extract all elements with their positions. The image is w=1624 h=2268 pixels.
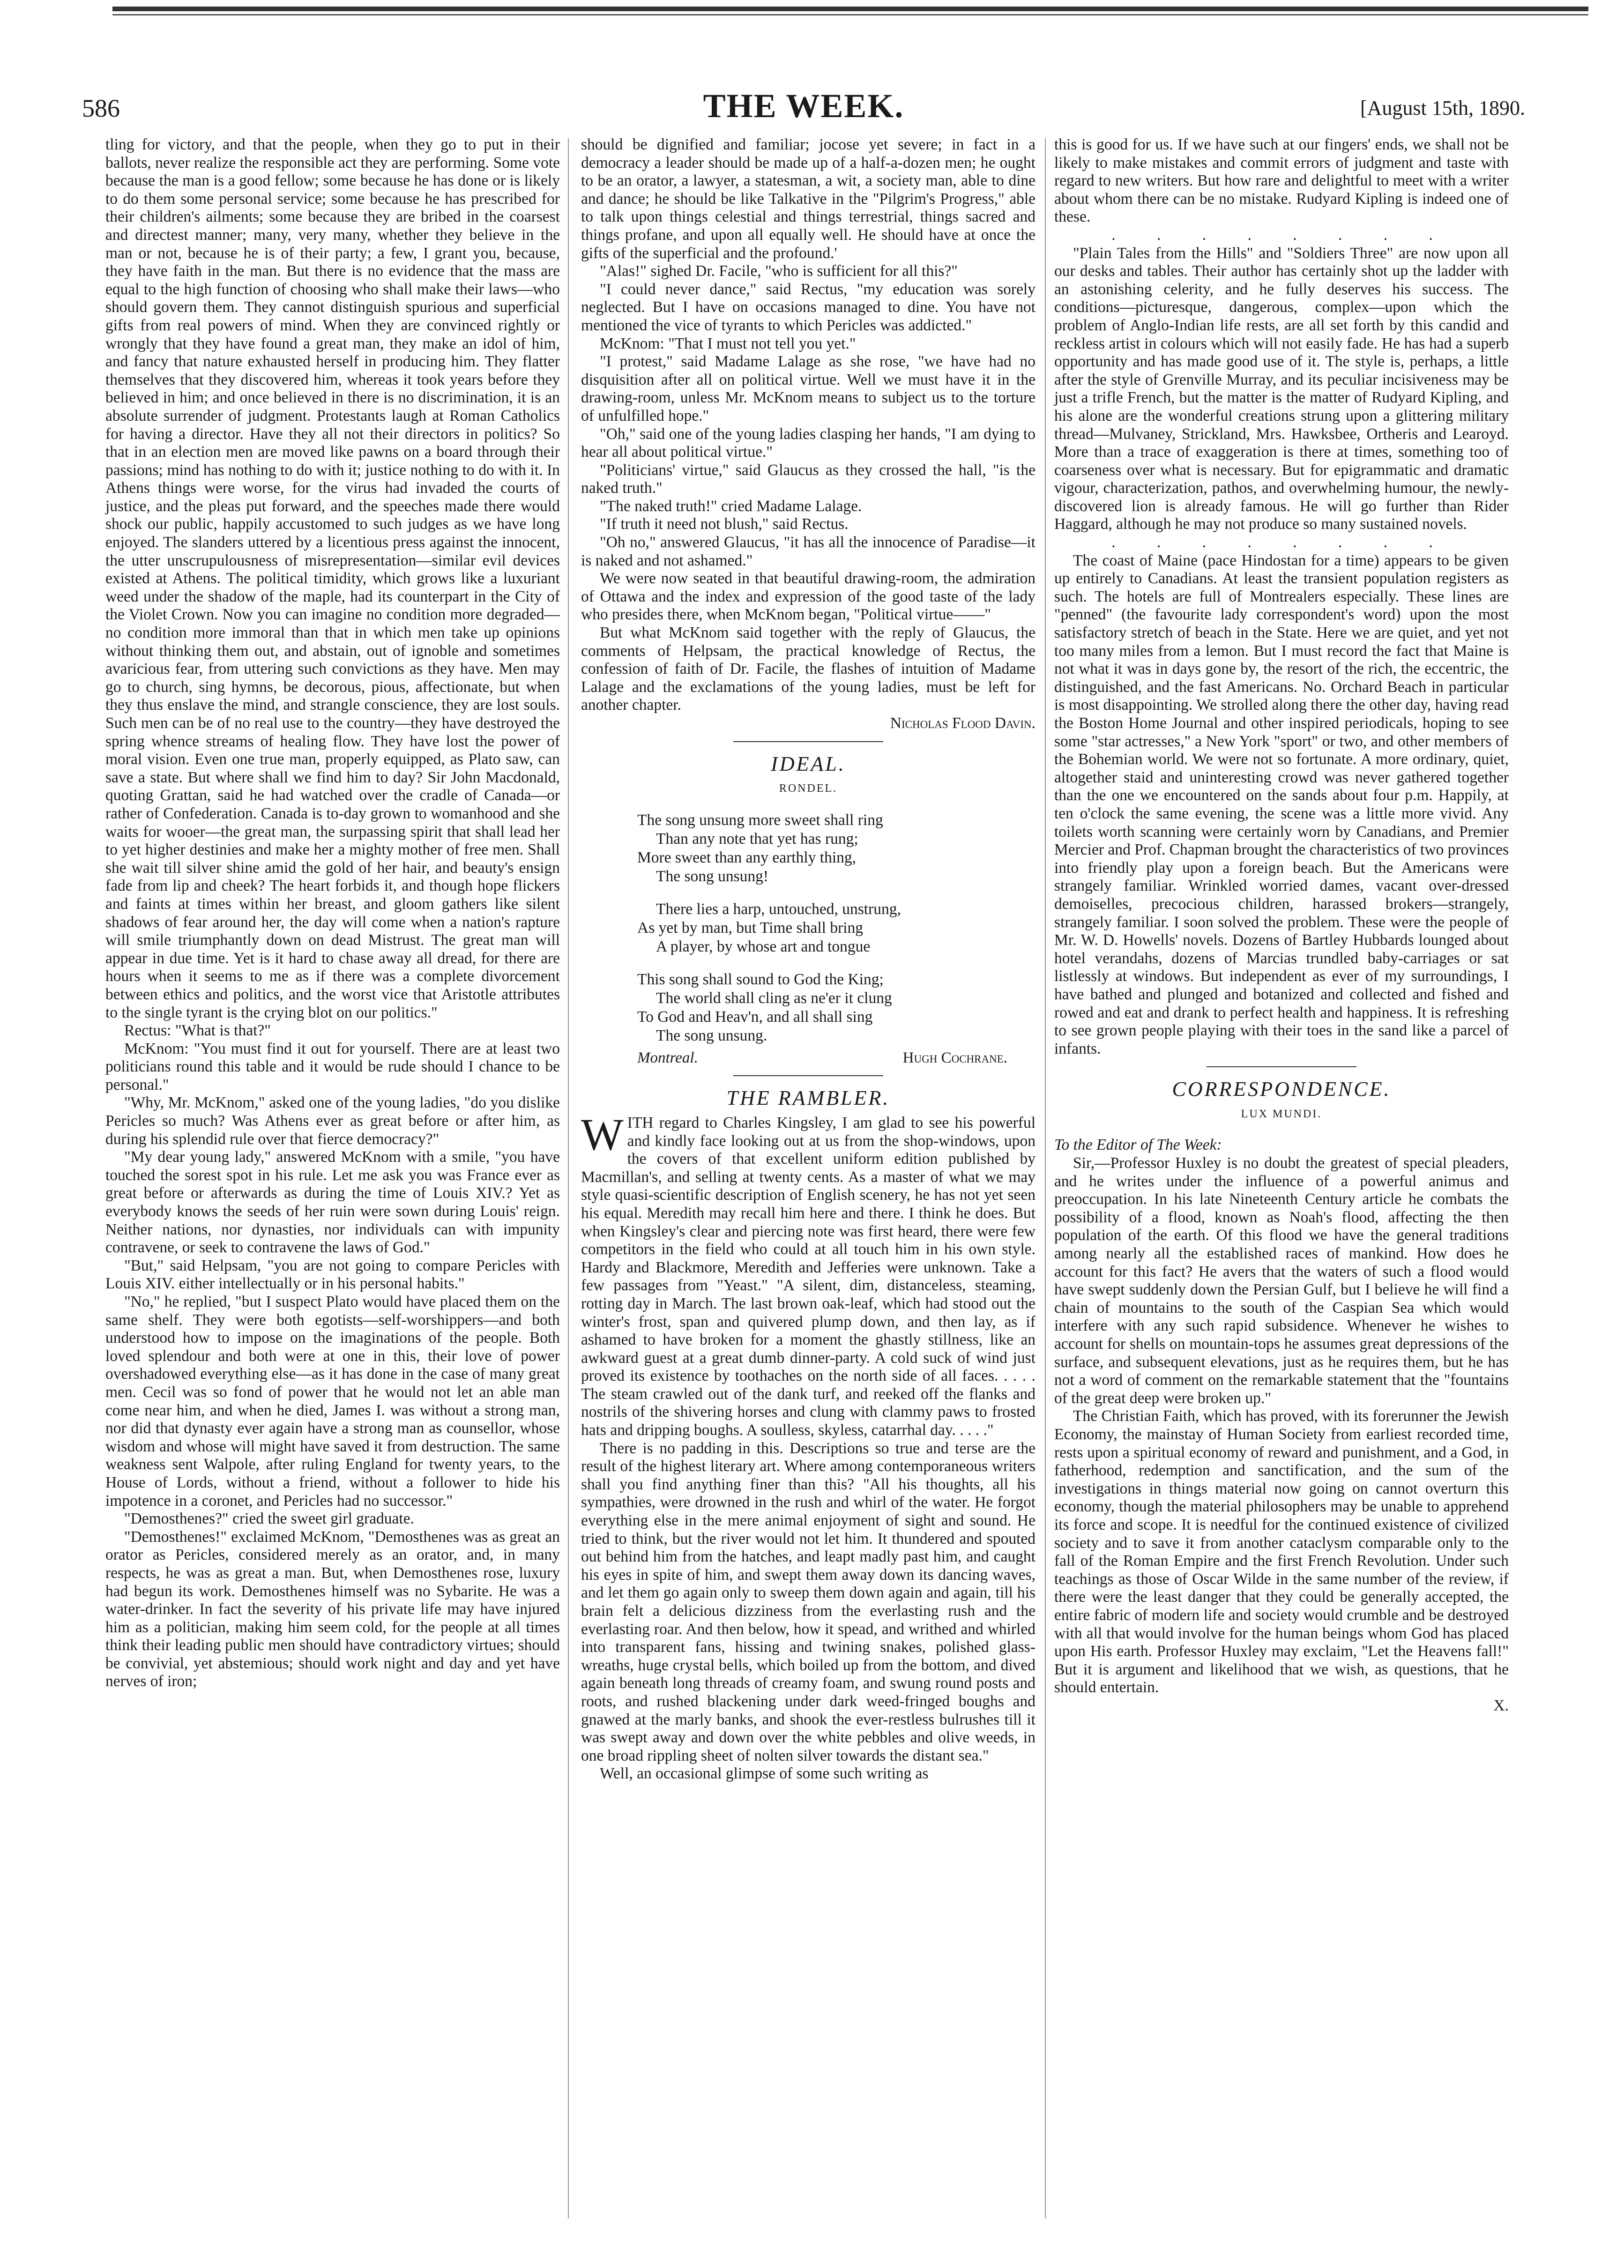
top-border-rule-thin [112, 14, 1588, 15]
issue-date: [August 15th, 1890. [1360, 97, 1525, 119]
paragraph: The coast of Maine (pace Hindostan for a time) appears to be given up entirely to Canadians. At least the transient population registers as such. The hotels are full of Montrealers especially. These lines are "penned" (the favourite lady correspondent's word) upon the most satisfactory stretch of beach in the State. Here we are quiet, and yet not too many miles from a lemon. But I must record the fact that Maine is not what it was in days gone by, the resort of the rich, the eccentric, the distinguished, and the fast Americans. No. Orchard Beach in particular is most disappointing. We strolled along there the other day, having read the Boston Home Journal and other inspired periodicals, hoping to see some "star actresses," a New York "sport" or two, and other members of the Bohemian world. We were not so fortunate. A more ordinary, quiet, altogether staid and uninteresting crowd was never gathered together than the one we encountered on the sands about four p.m. Happily, at ten o'clock the same evening, the scene was a little more vivid. Any toilets worth scanning were certainly worn by Canadians, and Premier Mercier and Prof. Chapman brought the characteristics of two provinces into friendly play upon a foreign beach. But the Americans were strangely familiar. Wrinkled worried dames, vacant over-dressed demoiselles, precocious children, harassed brokers—strangely, strangely familiar. I soon solved the problem. These were the people of Mr. W. D. Howells' novels. Dozens of Bartley Hubbards lounged about hotel verandahs, dozens of Marcias trundled baby-carriages or sat listlessly at windows. But independent as ever of my surroundings, I have bathed and plunged and botanized and collected and fished and rowed and eat and drank to perfect health and happiness. It is refreshing to see grown people playing with their toes in the sand like a parcel of infants. [1054, 551, 1509, 1057]
paragraph: "Demosthenes?" cried the sweet girl graduate. [124, 1510, 414, 1528]
paragraph: The Christian Faith, which has proved, with its forerunner the Jewish Economy, the mainstay of Human Society from earliest recorded time, rests upon a spiritual economy of reward and punishment, and a God, in fatherhood, redemption and sanctification, and the sum of the investigations in things material now going on cannot overturn this economy, though the material philosophers may be unable to apprehend its force and scope. It is needful for the continued existence of civilized society and to save it from another cataclysm comparable only to the fall of the Roman Empire and the first French Revolution. Under such teachings as those of Oscar Wilde in the same number of the review, if there were the least danger that they could be generally accepted, the entire fabric of modern life and society would crumble and be destroyed with all that would involve for the human beings whom God has placed upon His earth. Professor Huxley may exclaim, "Let the Heavens fall!" But it is argument and likelihood that we wish, as questions, that he should entertain. [1054, 1407, 1509, 1696]
paragraph: "My dear young lady," answered McKnom with a smile, "you have touched the sorest spot in his rule. Let me ask you was France ever as great before or afterwards as during the time of Louis XIV.? Yet as everybody knows the seeds of her ruin were sown during Louis' reign. Neither nations, nor dynasties, nor individuals can with impunity contravene, or seek to contravene the laws of God." [105, 1148, 560, 1257]
letter-signature: X. [1493, 1696, 1509, 1714]
poem-line: More sweet than any earthly thing, [637, 848, 857, 866]
paragraph: We were now seated in that beautiful drawing-room, the admiration of Ottawa and the index and expression of the good taste of the lady who presides there, when McKnom began, "Political virtue——" [581, 570, 1035, 624]
poem-place: Montreal. [637, 1049, 698, 1066]
column-rule [568, 138, 569, 2218]
paragraph [581, 1109, 1035, 1440]
poem-line: Than any note that yet has rung; [656, 830, 858, 848]
paragraph: "Plain Tales from the Hills" and "Soldiers Three" are now upon all our desks and tables. Their author has certainly shot up the ladder with an astonishing celerity, and he fully deserves his success. The conditions—picturesque, dangerous, complex—upon which the problem of Anglo-Indian life rests, are all set forth by this candid and reckless artist in colours which will not easily fade. He has had a superb opportunity and has made good use of it. The style is, perhaps, a little after the style of Grenville Murray, and its peculiar incisiveness may be just a trifle French, but the matter is the matter of Rudyard Kipling, and his alone are the wonderful creations strung upon a glittering military thread—Mulvaney, Strickland, Mrs. Hawksbee, Ortheris and Learoyd. More than a trace of exaggeration is there at times, something too of coarseness over what is necessary. But for epigrammatic and dramatic vigour, characterization, pathos, and overwhelming humour, the newly-discovered lion is already famous. He will go further than Rider Haggard, although he may not produce so many sustained novels. [1054, 244, 1509, 533]
paragraph: "Demosthenes!" exclaimed McKnom, "Demosthenes was as great an orator as Pericles, considered merely as an orator, and, in many respects, he was as great a man. But, when Demosthenes rose, luxury had begun its work. Demosthenes himself was no Sybarite. He was a water-drinker. In fact the severity of his private life may have injured him as a politician, making him seem cold, for the people at all times think their leading public men should have contradictory virtues; should be convivial, yet abstemious; should work night and day and yet have nerves of iron; [105, 1528, 560, 1690]
poem-title: IDEAL. [771, 752, 846, 775]
letter-salutation: To the Editor of The Week: [1054, 1136, 1222, 1154]
paragraph: "But," said Helpsam, "you are not going to compare Pericles with Louis XIV. either intellectually or in his personal habits." [105, 1257, 560, 1293]
poem-line: This song shall sound to God the King; [637, 970, 884, 988]
paragraph: McKnom: "That I must not tell you yet." [600, 335, 856, 352]
letter-title: LUX MUNDI. [1241, 1108, 1322, 1120]
paragraph: Sir,—Professor Huxley is no doubt the greatest of special pleaders, and he writes under the influence of a powerful animus and preoccupation. In his late Nineteenth Century article he combats the possibility of a flood, known as Noah's flood, affecting the then population of the earth. Of this flood we have the general traditions among nearly all the established races of mankind. How does he account for this fact? He avers that the waters of such a flood would have swept suddenly down the Persian Gulf, but I believe he will find a chain of mountains to the south of the Caspian Sea which would interfere with any such rapid subsidence. Whenever he wishes to account for shells on mountain-tops he assumes great depressions of the surface, and subsequent elevations, just as he requires them, but he has not a word of comment on the remarkable statement that the "fountains of the great deep were broken up." [1054, 1154, 1509, 1407]
paragraph: should be dignified and familiar; jocose yet severe; in fact in a democracy a leader should be made up of a half-a-dozen men; he ought to be an orator, a lawyer, a statesman, a wit, a society man, able to dine and dance; he should be like Talkative in the "Pilgrim's Progress," able to talk upon things celestial and things terrestrial, things sacred and things profane, and upon all equally well. He should have at once the gifts of the superficial and the profound.' [581, 136, 1035, 262]
author-signature: Nicholas Flood Davin. [890, 714, 1035, 732]
page-number: 586 [82, 94, 120, 122]
drop-cap: W [581, 1109, 624, 1160]
paragraph: But what McKnom said together with the reply of Glaucus, the comments of Helpsam, the practical knowledge of Rectus, the confession of faith of Dr. Facile, the flashes of intuition of Madame Lalage and the exclamations of the young ladies, must be left for another chapter. [581, 624, 1035, 714]
column-3 [1054, 136, 1509, 1715]
poem-line: The song unsung. [656, 1026, 767, 1044]
section-divider [1207, 1066, 1356, 1067]
poem-subtitle: RONDEL. [779, 782, 838, 795]
paragraph: Rectus: "What is that?" [124, 1022, 271, 1040]
poem-line: There lies a harp, untouched, unstrung, [656, 900, 901, 918]
paragraph: Well, an occasional glimpse of some such writing as [600, 1765, 929, 1783]
poem [581, 811, 1035, 1045]
poem-line: To God and Heav'n, and all shall sing [637, 1008, 873, 1026]
poem-line: The song unsung more sweet shall ring [637, 811, 883, 829]
poem-author: Hugh Cochrane. [902, 1049, 1007, 1066]
section-divider [733, 1075, 883, 1076]
paragraph: "Oh no," answered Glaucus, "it has all the innocence of Paradise—it is naked and not ashamed." [581, 534, 1035, 569]
section-title-correspondence: CORRESPONDENCE. [1172, 1078, 1391, 1101]
paragraph: There is no padding in this. Descriptions so true and terse are the result of the highest literary art. Where among contemporaneous writers shall you find anything finer than this? "All his thoughts, all his sympathies, were drowned in the rush and whirl of the water. He forgot everything else in the mere animal enjoyment of sight and sound. He tried to think, but the river would not let him. It thundered and spouted out behind him from the hatches, and leapt madly past him, and caught his eyes in spite of him, and swept them away down its dancing waves, and let them go again only to sweep them down again and again, till his brain felt a delicious dizziness from the everlasting rush and the everlasting roar. And then below, how it spead, and writhed and whirled into transparent fans, hissing and twining snakes, polished glass-wreaths, huge crystal bells, which boiled up from the bottom, and dived again beneath long threads of creamy foam, and swung round posts and roots, and rushed blackening under dark weed-fringed boughs and gnawed at the marly banks, and shook the ever-restless bulrushes till it was swept away and down over the white pebbles and olive weeds, in one broad rippling sheet of nolten silver towards the distant sea." [581, 1439, 1035, 1764]
poem-line: The song unsung! [656, 867, 769, 885]
poem-footer [581, 1049, 1035, 1067]
paragraph: "Why, Mr. McKnom," asked one of the young ladies, "do you dislike Pericles so much? Was Athens ever as great before or after him, as during his splendid rule over that fierce democracy?" [105, 1094, 560, 1148]
poem-line: A player, by whose art and tongue [656, 937, 871, 955]
paragraph: this is good for us. If we have such at our fingers' ends, we shall not be likely to make mistakes and commit errors of judgment and taste with regard to new writers. But how rare and delightful to meet with a writer about whom there can be no mistake. Rudyard Kipling is indeed one of these. [1054, 136, 1509, 226]
page-header [82, 84, 1525, 136]
masthead-title: THE WEEK. [703, 87, 904, 125]
paragraph-text: ITH regard to Charles Kingsley, I am glad to see his powerful and kindly face looking out at us from the shop-windows, upon the covers of that excellent uniform edition published by Macmillan's, and selling at twenty cents. As a master of what we may style quasi-scientific description of English scenery, he has not yet seen his equal. Meredith may recall him here and there. I think he does. But when Kingsley's clear and piercing note was first heard, there were few competitors in the field who could at all touch him in his own style. Hardy and Blackmore, Meredith and Jefferies were unknown. Take a few passages from "Yeast." "A silent, dim, distanceless, steaming, rotting day in March. The last brown oak-leaf, which had stood out the winter's frost, span and quivered plump down, and then lay, as if ashamed to have broken for a moment the ghastly stillness, like an awkward guest at a great dumb dinner-party. A cold suck of wind just proved its existence by toothaches on the north side of all faces. . . . . The steam crawled out of the dank turf, and reeked off the flanks and nostrils of the shivering horses and clung with clammy paws to frosted hats and dripping boughs. A soulless, skyless, catarrhal day. . . . ." [581, 1114, 1035, 1439]
poem-line: As yet by man, but Time shall bring [637, 919, 864, 937]
paragraph: "Politicians' virtue," said Glaucus as they crossed the hall, "is the naked truth." [581, 461, 1035, 497]
top-border-rule [112, 7, 1588, 11]
ellipsis-separator: . . . . . . . . [1111, 534, 1452, 551]
paragraph: "The naked truth!" cried Madame Lalage. [600, 497, 862, 515]
section-divider [733, 741, 883, 742]
poem-line: The world shall cling as ne'er it clung [656, 989, 892, 1007]
ellipsis-separator: . . . . . . . . [1111, 226, 1452, 244]
paragraph: "Oh," said one of the young ladies clasping her hands, "I am dying to hear all about political virtue." [581, 425, 1035, 461]
paragraph: "If truth it need not blush," said Rectus. [600, 515, 849, 533]
paragraph: tling for victory, and that the people, when they go to put in their ballots, never realize the responsible act they are performing. Some vote because the man is a good fellow; some because he has done or is likely to do them some personal service; some because he has prescribed for their children's ailments; some because they are bribed in the coarsest and directest manner; many, very many, whether they believe in the man or not, because he is of their party; a few, I grant you, because, they have faith in the man. But there is no evidence that the mass are equal to the high function of choosing who shall make their laws—who should govern them. They cannot distinguish spurious and superficial gifts from real powers of mind. When they are convinced rightly or wrongly that they have found a great man, they make an idol of him, and fancy that nature exhausted herself in producing him. They flatter themselves that they discovered him, whereas it took years before they believed in him; and once believed in there is no discrimination, it is an absolute surrender of judgment. Protestants laugh at Roman Catholics for having a director. Have they all not their directors in politics? So that in an election men are moved like pawns on a board through their passions; mind has nothing to do with it; justice nothing to do with it. In Athens things were worse, for the virus had invaded the courts of justice, and the pleas put forward, and the speeches made there would shock our public, happily accustomed to such judges as we have long enjoyed. The slanders uttered by a licentious press against the innocent, the utter unscrupulousness of misrepresentation—similar evil devices existed at Athens. The political timidity, which grows like a luxuriant weed under the shadow of the maple, had its counterpart in the City of the Violet Crown. Now you can imagine no condition more degraded—no condition more immoral than that in which men take up opinions without thinking them out, and abstain, out of ignoble and sometimes avaricious fear, from uttering such convictions as they have. Men may go to church, sing hymns, be decorous, pious, affectionate, but when they thus enslave the mind, and strangle conscience, they are lost souls. Such men can be of no real use to the country—they have destroyed the spring whence streams of healing flow. They have lost the power of moral vision. Even one true man, properly equipped, as Plato saw, can save a state. But where shall we find him to day? Sir John Macdonald, quoting Grattan, said he had watched over the cradle of Canada—or rather of Confederation. Canada is to-day grown to womanhood and she waits for wooer—the great man, the surpassing spirit that shall lead her to yet higher destinies and make her a mighty mother of free men. Shall she wait till silver shine amid the gold of her hair, and beauty's ensign fade from lip and cheek? The heart forbids it, and though hope flickers and faints at times within her breast, and gloom gathers like silent shadows of fear around her, the day will come when a nation's rapture will smile triumphantly down on dead Mistrust. The great man will appear in due time. Yet is it hard to chase away all dread, for there are hours when it seems to me as if there was a complete divorcement between ethics and politics, and the worst vice that Aristotle attributes to the single tyrant is the crying blot on our politics." [105, 136, 560, 1021]
column-1 [105, 136, 560, 1691]
column-2 [581, 136, 1035, 1783]
paragraph: "I could never dance," said Rectus, "my education was sorely neglected. But I have on occasions managed to dine. You have not mentioned the vice of tyrants to which Pericles was addicted." [581, 280, 1035, 334]
paragraph: McKnom: "You must find it out for yourself. There are at least two politicians round this table and it would be rude should I chance to be personal." [105, 1040, 560, 1093]
paragraph: "I protest," said Madame Lalage as she rose, "we have had no disquisition after all on political virtue. Well we must have it in the drawing-room, unless Mr. McKnom means to subject us to the torture of unfulfilled hope." [581, 353, 1035, 424]
paragraph: "Alas!" sighed Dr. Facile, "who is sufficient for all this?" [600, 262, 958, 280]
column-rule [1045, 138, 1046, 2218]
section-title-rambler: THE RAMBLER. [726, 1086, 890, 1110]
paragraph: "No," he replied, "but I suspect Plato would have placed them on the same shelf. They were both egotists—self-worshippers—and both understood how to impose on the imaginations of the people. Both loved splendour and both were at one in this, their love of power overshadowed everything else—as it has done in the case of many great men. Cecil was so fond of power that he would not let an able man come near him, and when he died, James I. was without a strong man, nor did that dynasty ever again have a strong man as counsellor, whose wisdom and whose will might have saved it from destruction. The same weakness sent Walpole, after ruling England for twenty years, to the House of Lords, without a friend, without a follower to hide his impotence in a coronet, and Pericles had no successor." [105, 1293, 560, 1510]
